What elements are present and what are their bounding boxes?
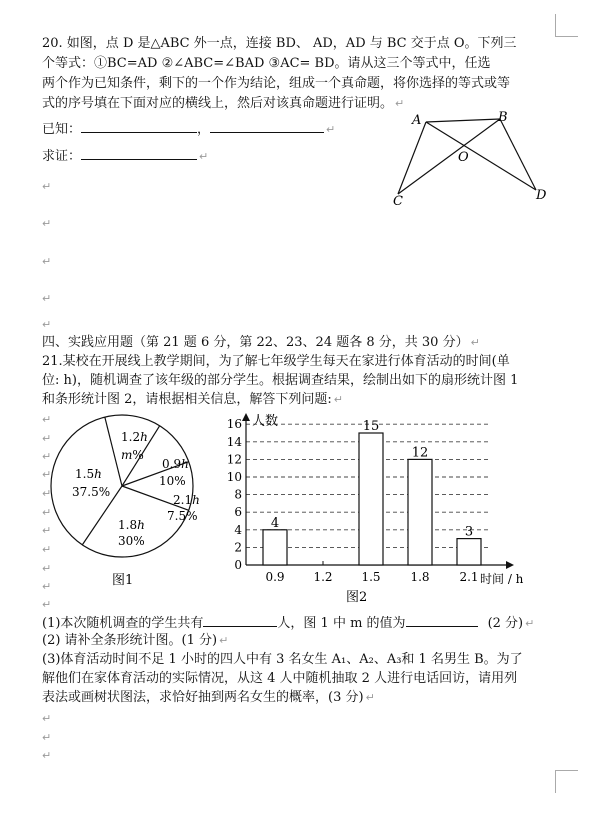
q20-line-3: 两个作为已知条件，剩下的一个作为结论，组成一个真命题，将你选择的等式或等 <box>42 76 511 91</box>
return-mark: ↵ <box>42 562 52 575</box>
return-mark: ↵ <box>42 292 52 305</box>
y-tick-label: 10 <box>226 470 242 484</box>
prove-blank[interactable] <box>81 147 197 160</box>
return-mark: ↵ <box>42 450 52 463</box>
x-tick-label: 1.2 <box>313 570 333 584</box>
q21-sub3-line-2: 解他们在家体育活动的实际情况，从这 4 人中随机抽取 2 人进行电话回访，请用列 <box>42 671 518 686</box>
return-mark: ↵ <box>42 580 52 593</box>
y-tick-label: 16 <box>226 417 242 432</box>
section-4-heading: 四、实践应用题（第 21 题 6 分，第 22、23、24 题各 8 分，共 30 分） ↵ <box>42 335 480 350</box>
y-tick-label: 2 <box>234 540 242 555</box>
q21-sub3-line-1: (3)体育活动时间不足 1 小时的四人中有 3 名女生 A₁、A₂、A₃和 1 名男生 B。为了 <box>42 652 523 667</box>
x-tick-label: 2.1 <box>459 570 479 584</box>
pie-slice-boundary <box>105 417 122 486</box>
bar <box>457 539 481 565</box>
y-tick-label: 4 <box>234 522 242 537</box>
known-blank-2[interactable] <box>210 120 324 133</box>
bar-value-label: 3 <box>464 524 474 540</box>
segment-ad <box>426 122 536 190</box>
point-a-label: A <box>412 113 422 128</box>
return-mark: ↵ <box>42 524 52 537</box>
y-tick-label: 0 <box>234 558 242 572</box>
return-mark: ↵ <box>42 712 52 725</box>
bar-chart-figure-2 <box>222 405 542 610</box>
q20-prove-row: 求证： ↵ <box>42 149 209 164</box>
y-axis-arrow <box>242 413 250 421</box>
q21-line-2: 位: h)，随机调查了该年级的部分学生。根据调查结果，绘制出如下的扇形统计图 1 <box>42 373 519 388</box>
return-mark: ↵ <box>42 598 52 611</box>
return-mark: ↵ <box>42 413 52 426</box>
pie-slice-value: 30% <box>118 534 145 548</box>
pie-slice-value: m% <box>121 448 144 462</box>
x-tick-label: 0.9 <box>265 570 285 584</box>
pie-slice-value: 7.5% <box>167 509 198 523</box>
y-tick-label: 12 <box>226 452 242 467</box>
point-c-label: C <box>393 194 403 208</box>
prove-label: 求证： <box>42 149 82 164</box>
q21-line-3: 和条形统计图 2，请根据相关信息，解答下列问题: ↵ <box>42 392 344 407</box>
q20-line-4: 式的序号填在下面对应的横线上，然后对该真命题进行证明。 ↵ <box>42 96 405 111</box>
pie-chart-title: 图1 <box>112 573 134 588</box>
q20-line-2: 个等式：①BC=AD ②∠ABC=∠BAD ③AC= BD。请从这三个等式中，任选 <box>42 56 491 71</box>
known-blank-1[interactable] <box>81 120 197 133</box>
return-mark: ↵ <box>42 543 52 556</box>
return-mark: ↵ <box>42 731 52 744</box>
bar-value-label: 15 <box>362 419 380 434</box>
pie-slice-label: 2.1h <box>173 493 200 507</box>
q21-total-blank[interactable] <box>203 614 277 627</box>
y-tick-label: 8 <box>234 487 242 502</box>
return-mark: ↵ <box>42 217 52 230</box>
return-mark: ↵ <box>42 318 52 331</box>
return-mark: ↵ <box>42 749 52 762</box>
return-mark: ↵ <box>42 432 52 445</box>
q20-geometry-figure <box>390 108 560 208</box>
bar <box>408 459 432 565</box>
pie-slice-label: 1.8h <box>118 518 145 532</box>
crop-mark-top-right <box>555 14 578 37</box>
return-mark: ↵ <box>42 180 52 193</box>
bar <box>263 530 287 565</box>
q20-known-row: 已知： ， ↵ <box>42 122 336 137</box>
y-axis-label: 人数 <box>252 414 279 429</box>
segment-bc <box>398 119 500 194</box>
segment-ab <box>426 119 500 122</box>
crop-mark-bottom-right <box>555 770 578 793</box>
q20-line-1: 20. 如图，点 D 是△ABC 外一点，连接 BD、 AD，AD 与 BC 交于点 O。下列三 <box>42 36 517 51</box>
q21-sub2: (2) 请补全条形统计图。(1 分) ↵ <box>42 633 229 648</box>
pie-slice-value: 10% <box>159 474 186 488</box>
return-mark: ↵ <box>42 255 52 268</box>
x-tick-label: 1.8 <box>410 570 430 584</box>
pie-chart-figure-1 <box>48 412 208 592</box>
q21-m-blank[interactable] <box>406 614 478 627</box>
q21-line-1: 21.某校在开展线上教学期间，为了解七年级学生每天在家进行体育活动的时间(单 <box>42 354 510 369</box>
y-tick-label: 14 <box>226 434 242 449</box>
bar-value-label: 4 <box>270 515 280 531</box>
return-mark: ↵ <box>42 506 52 519</box>
y-tick-label: 6 <box>234 505 242 520</box>
return-mark: ↵ <box>42 468 52 481</box>
pie-slice-label: 0.9h <box>162 457 189 471</box>
bar-value-label: 12 <box>411 445 429 461</box>
q21-sub1: (1)本次随机调查的学生共有 人，图 1 中 m 的值为 (2 分) ↵ <box>42 616 535 631</box>
pie-slice-label: 1.5h <box>75 467 102 481</box>
x-axis-arrow <box>506 561 514 569</box>
return-mark: ↵ <box>42 487 52 500</box>
bar <box>359 433 383 565</box>
x-tick-label: 1.5 <box>361 570 381 584</box>
point-o-label: O <box>458 150 469 165</box>
known-label: 已知： <box>42 122 82 137</box>
q21-sub3-line-3: 表法或画树状图法，求恰好抽到两名女生的概率，(3 分) ↵ <box>42 690 375 705</box>
pie-slice-label: 1.2h <box>121 430 148 444</box>
bar-chart-title: 图2 <box>346 590 368 605</box>
point-b-label: B <box>498 110 508 125</box>
point-d-label: D <box>536 188 547 203</box>
x-axis-label: 时间 / h <box>480 572 524 586</box>
return-mark: ↵ <box>395 97 405 110</box>
pie-slice-value: 37.5% <box>72 485 111 499</box>
